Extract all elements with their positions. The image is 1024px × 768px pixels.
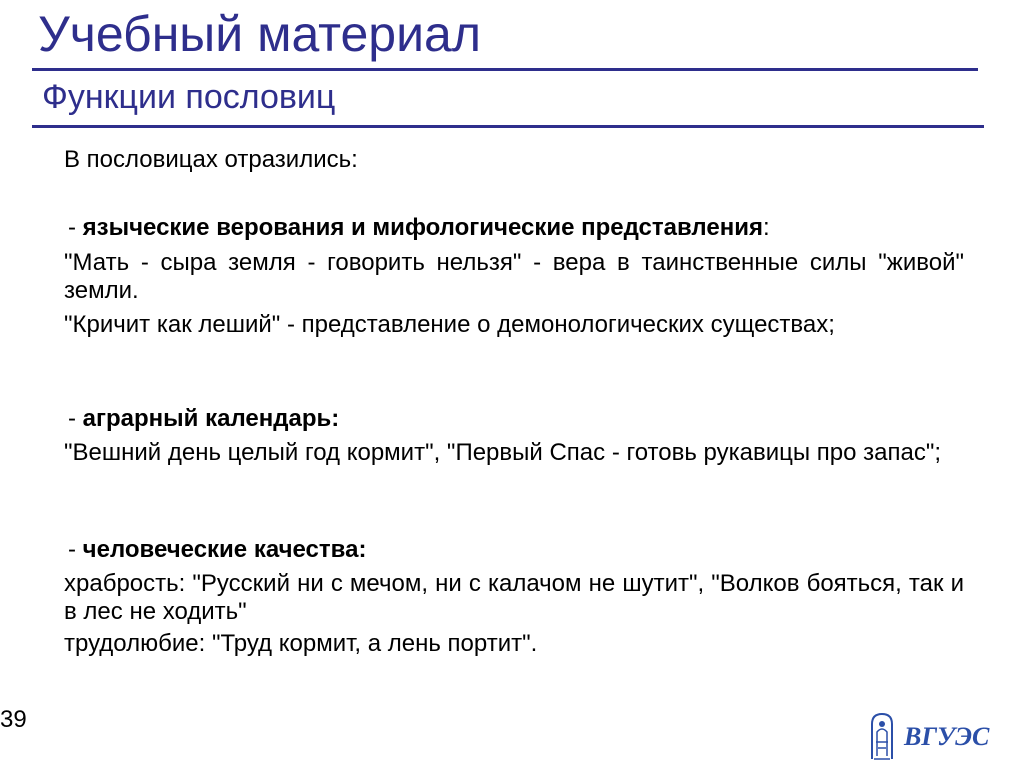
- section-heading-qualities: [68, 536, 366, 564]
- section-heading-calendar: [68, 405, 339, 433]
- paragraph: трудолюбие: "Труд кормит, а лень портит".: [64, 630, 538, 657]
- slide-number: 39: [0, 706, 27, 733]
- intro-text: В пословицах отразились:: [64, 146, 358, 173]
- paragraph: храбрость: "Русский ни с мечом, ни с калачом не шутит", "Волков бояться, так и в лес не ходить": [64, 570, 964, 625]
- section-heading-text: человеческие качества:: [82, 536, 367, 563]
- section-heading-text: языческие верования и мифологические представления: [82, 214, 763, 241]
- title-divider: [32, 68, 978, 71]
- logo-emblem-icon: [872, 714, 892, 759]
- logo-text: ВГУЭС: [904, 722, 990, 751]
- section-dash: -: [68, 214, 83, 241]
- university-logo: [864, 712, 994, 762]
- section-heading-text: аграрный календарь:: [82, 405, 340, 432]
- section-heading-pagan: [68, 214, 770, 242]
- paragraph: "Вешний день целый год кормит", "Первый Спас - готовь рукавицы про запас";: [64, 439, 942, 466]
- paragraph: "Кричит как леший" - представление о демонологических существах;: [64, 311, 835, 338]
- section-heading-tail: :: [762, 214, 770, 241]
- paragraph: "Мать - сыра земля - говорить нельзя" - вера в таинственные силы "живой" земли.: [64, 249, 964, 304]
- slide-title: Учебный материал: [38, 6, 482, 62]
- slide-subtitle: Функции пословиц: [42, 78, 336, 116]
- section-dash: -: [68, 405, 83, 432]
- subtitle-divider: [32, 125, 984, 128]
- section-dash: -: [68, 536, 83, 563]
